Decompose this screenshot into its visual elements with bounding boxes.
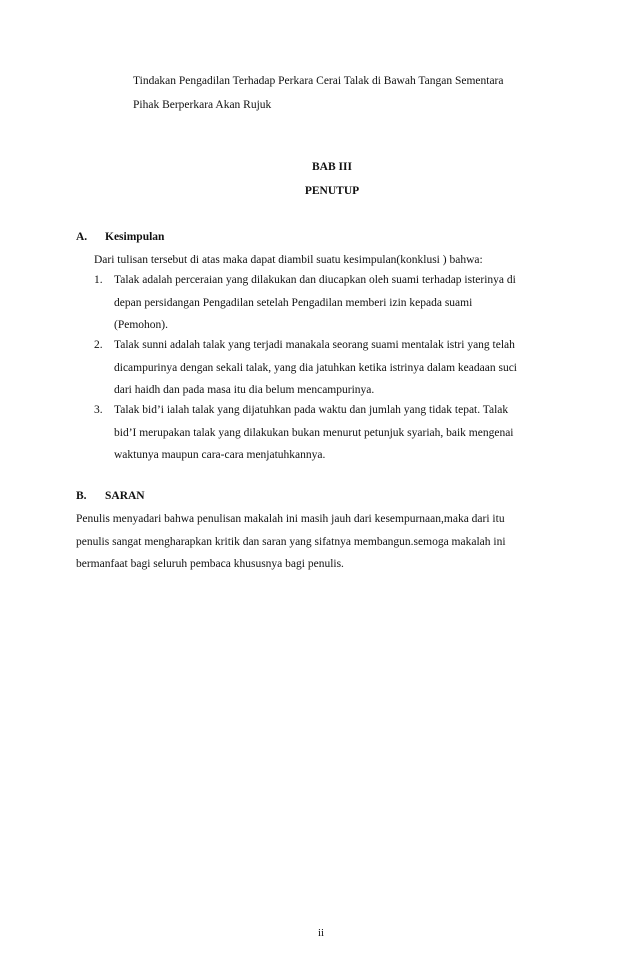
- list-item-line: dicampurinya dengan sekali talak, yang dia jatuhkan ketika istrinya dalam keadaan suci: [114, 362, 517, 374]
- list-item-line: Talak sunni adalah talak yang terjadi manakala seorang suami mentalak istri yang telah: [114, 339, 515, 351]
- header-title-line-2: Pihak Berperkara Akan Rujuk: [133, 99, 272, 111]
- list-item-number: 1.: [94, 274, 103, 286]
- list-item-line: Talak bid’i ialah talak yang dijatuhkan pada waktu dan jumlah yang tidak tepat. Talak: [114, 404, 509, 416]
- header-title-line-1: Tindakan Pengadilan Terhadap Perkara Cerai Talak di Bawah Tangan Sementara: [133, 75, 504, 87]
- list-item-number: 3.: [94, 404, 103, 416]
- section-a-title: Kesimpulan: [105, 231, 165, 243]
- list-item-line: dari haidh dan pada masa itu dia belum mencampurinya.: [114, 384, 375, 396]
- list-item-line: bid’I merupakan talak yang dilakukan bukan menurut petunjuk syariah, baik mengenai: [114, 427, 514, 439]
- list-item-line: depan persidangan Pengadilan setelah Pengadilan memberi izin kepada suami: [114, 297, 473, 309]
- section-b-marker: B.: [76, 490, 87, 502]
- list-item-line: waktunya maupun cara-cara menjatuhkannya.: [114, 449, 326, 461]
- section-b-paragraph-line: Penulis menyadari bahwa penulisan makalah ini masih jauh dari kesempurnaan,maka dari itu: [76, 513, 505, 525]
- section-a-marker: A.: [76, 231, 88, 243]
- list-item-number: 2.: [94, 339, 103, 351]
- section-b-paragraph-line: bermanfaat bagi seluruh pembaca khususnya bagi penulis.: [76, 558, 344, 570]
- list-item-line: (Pemohon).: [114, 319, 168, 331]
- section-b-paragraph-line: penulis sangat mengharapkan kritik dan saran yang sifatnya membangun.semoga makalah ini: [76, 536, 506, 548]
- page-number: ii: [317, 927, 325, 939]
- section-b-title: SARAN: [105, 490, 145, 502]
- chapter-title: PENUTUP: [304, 185, 360, 197]
- chapter-number: BAB III: [312, 161, 352, 173]
- list-item-line: Talak adalah perceraian yang dilakukan dan diucapkan oleh suami terhadap isterinya di: [114, 274, 516, 286]
- section-a-intro: Dari tulisan tersebut di atas maka dapat diambil suatu kesimpulan(konklusi ) bahwa:: [94, 254, 483, 266]
